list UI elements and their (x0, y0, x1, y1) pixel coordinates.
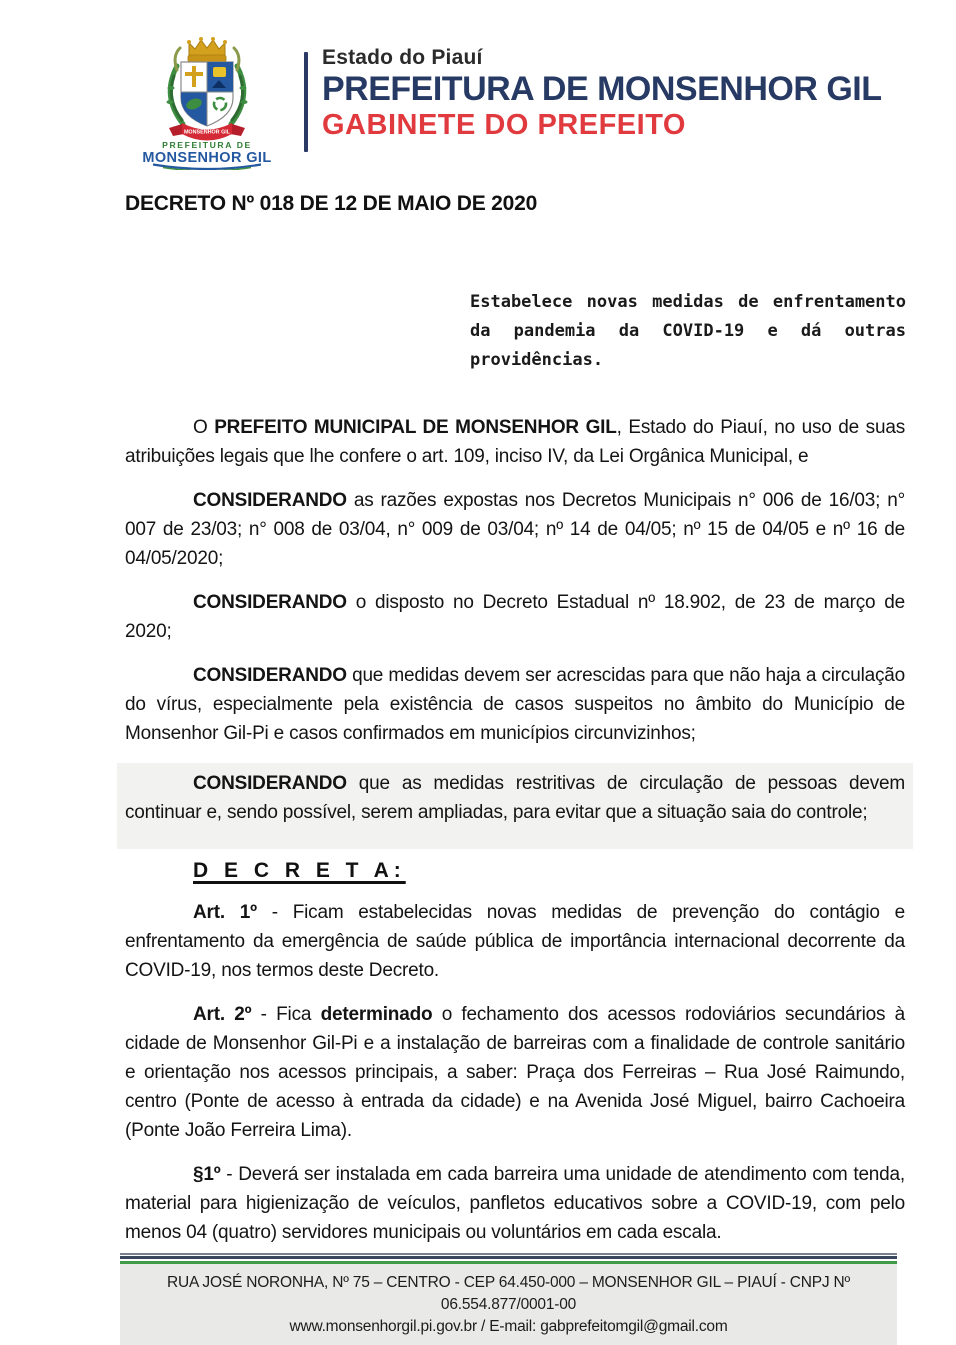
header-divider (304, 52, 308, 152)
paragraph-opening: O PREFEITO MUNICIPAL DE MONSENHOR GIL, Estado do Piauí, no uso de suas atribuições legais que lhe confere o art. 109, inciso IV, da Lei Orgânica Municipal, e (125, 417, 905, 467)
paragraph-art-1: Art. 1º - Ficam estabelecidas novas medidas de prevenção do contágio e enfrentamento da emergência de saúde pública de importância internacional decorrente da COVID-19, nos termos deste Decreto. (125, 902, 906, 981)
paragraph-considerando-2: CONSIDERANDO o disposto no Decreto Estadual nº 18.902, de 23 de março de 2020; (125, 592, 905, 642)
decree-title: DECRETO Nº 018 DE 12 DE MAIO DE 2020 (125, 192, 538, 215)
footer-band (120, 1264, 897, 1345)
coat-of-arms-logo (126, 36, 288, 170)
paragraph-considerando-3: CONSIDERANDO que medidas devem ser acrescidas para que não haja a circulação do vírus, especialmente pela existência de casos suspeitos no âmbito do Município de Monsenhor Gil-Pi e casos confirmados em municípios circunvizinhos; (125, 665, 905, 744)
state-name: Estado do Piauí (322, 46, 483, 69)
paragraph-art-2: Art. 2º - Fica determinado o fechamento dos acessos rodoviários secundários à cidade de Monsenhor Gil-Pi e a instalação de barreiras com a finalidade de controle sanitário e orientação nos acessos principais, a saber: Praça dos Ferreiras – Rua José Raimundo, centro (Ponte de acesso à entrada da cidade) e na Avenida José Miguel, bairro Cachoeira (Ponte João Ferreira Lima). (125, 1004, 905, 1141)
crown-icon (187, 37, 227, 62)
footer-address: RUA JOSÉ NORONHA, Nº 75 – CENTRO - CEP 64.450-000 – MONSENHOR GIL – PIAUÍ - CNPJ Nº 06.554.877/0001-00 (167, 1274, 850, 1313)
paragraph-section-1: §1º - Deverá ser instalada em cada barreira uma unidade de atendimento com tenda, material para higienização de veículos, panfletos educativos sobre a COVID-19, com pelo menos 04 (quatro) servidores municipais ou voluntários em cada escala. (125, 1164, 905, 1243)
footer-website-email: www.monsenhorgil.pi.gov.br / E-mail: gabprefeitomgil@gmail.com (289, 1318, 728, 1335)
paragraph-considerando-1: CONSIDERANDO as razões expostas nos Decretos Municipais n° 006 de 16/03; n° 007 de 23/03; n° 008 de 03/04, n° 009 de 03/04; nº 14 de 04/05; nº 15 de 04/05 e nº 16 de 04/05/2020; (125, 490, 905, 569)
decreta-heading: D E C R E T A: (193, 859, 406, 882)
decree-body (125, 413, 905, 1262)
shield-icon (181, 62, 233, 126)
logo-caption-top: PREFEITURA DE (162, 140, 252, 150)
header-text-block (322, 36, 882, 142)
letterhead (126, 36, 882, 170)
paragraph-considerando-4-highlighted: CONSIDERANDO que as medidas restritivas de circulação de pessoas devem continuar e, sendo possível, serem ampliadas, para evitar que a situação saia do controle; (117, 763, 913, 849)
logo-caption-bottom: MONSENHOR GIL (142, 150, 272, 166)
organization-name: PREFEITURA DE MONSENHOR GIL (322, 70, 882, 108)
letterhead-footer (120, 1253, 897, 1345)
department-name: GABINETE DO PREFEITO (322, 108, 686, 141)
ribbon-text: MONSENHOR GIL (183, 129, 231, 136)
decree-summary: Estabelece novas medidas de enfrentamento da pandemia da COVID-19 e dá outras providências. (470, 292, 906, 370)
